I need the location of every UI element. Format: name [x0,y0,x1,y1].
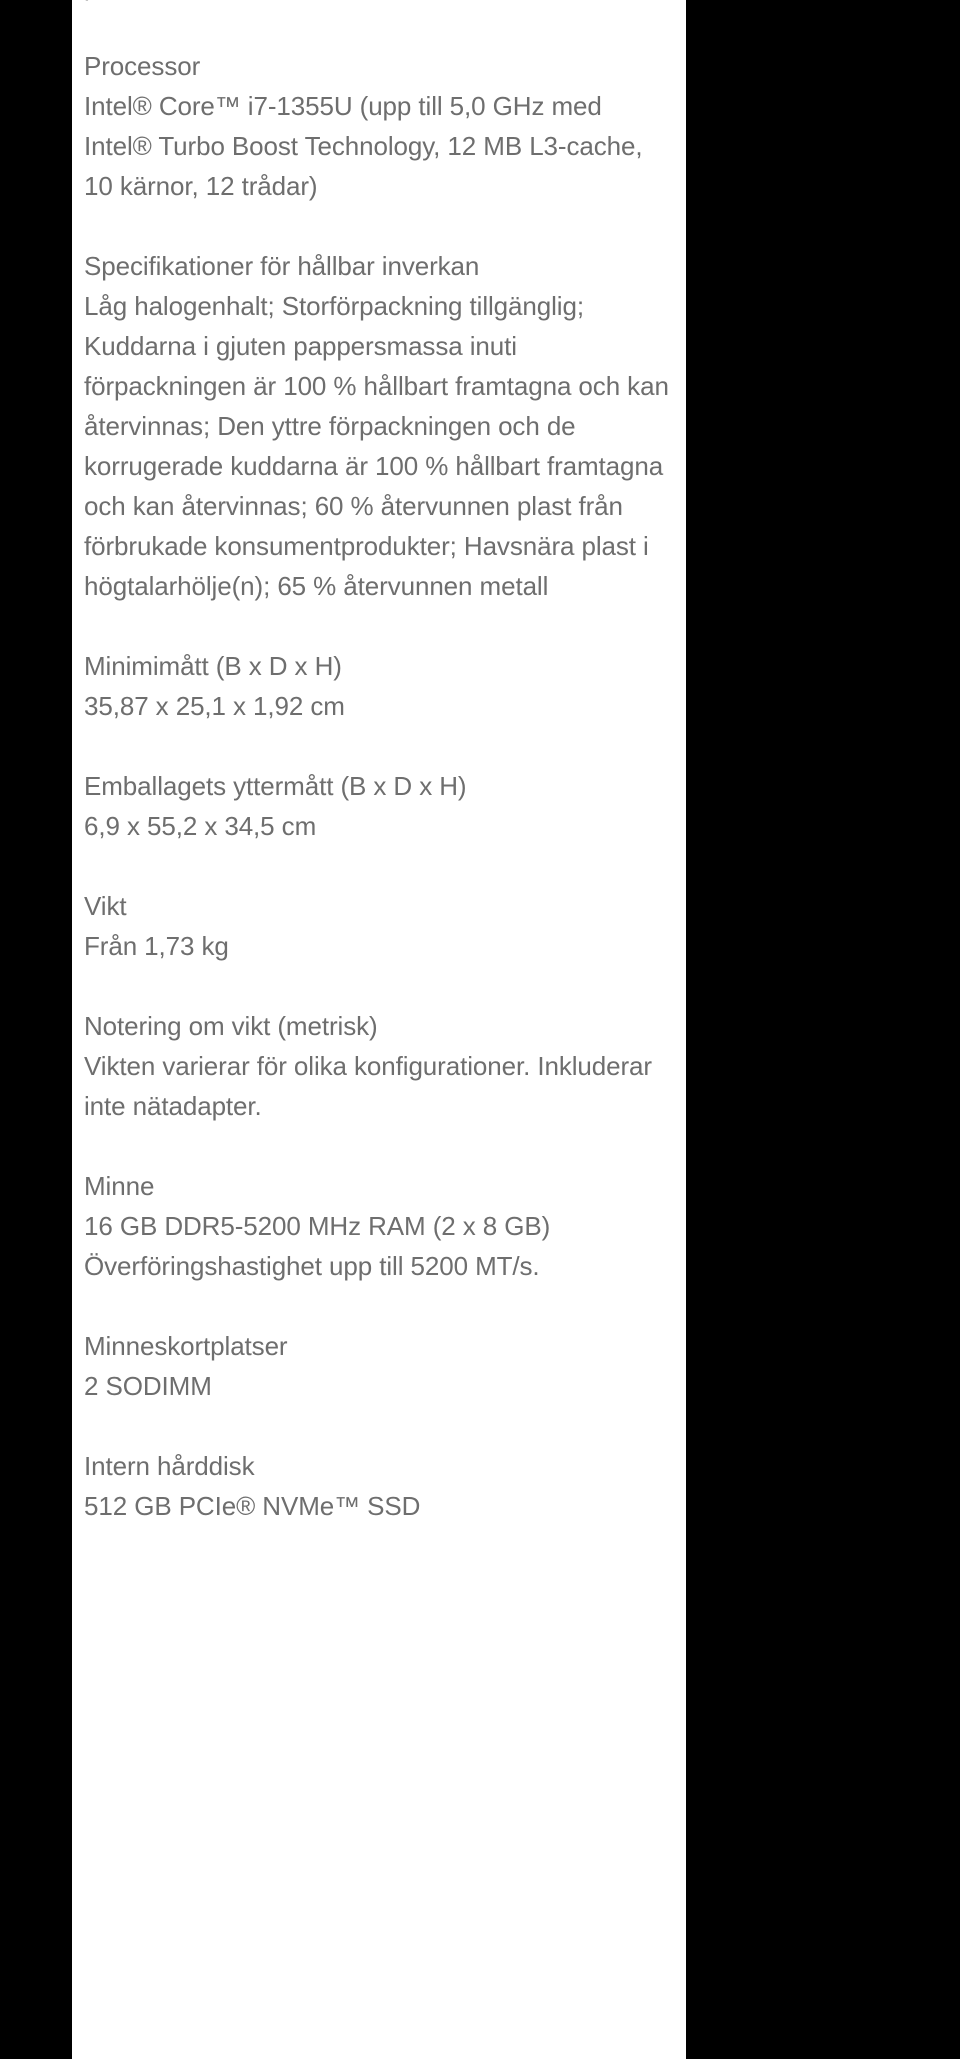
spec-value: 35,87 x 25,1 x 1,92 cm [84,691,345,721]
spec-value: 16 GB DDR5-5200 MHz RAM (2 x 8 GB) Överföringshastighet upp till 5200 MT/s. [84,1211,558,1281]
spec-value: Vikten varierar för olika konfigurationer. Inkluderar inte nätadapter. [84,1051,660,1121]
spec-label: Vikt [84,891,127,921]
spec-block-internal-drive [84,1446,674,1526]
spec-block-memory-slots [84,1326,674,1406]
spec-block-minimum-dimensions [84,646,674,726]
spec-value: 2 SODIMM [84,1371,212,1401]
spec-value: 6,9 x 55,2 x 34,5 cm [84,811,317,841]
spec-block-weight-note [84,1006,674,1126]
spec-label: Minneskortplatser [84,1331,288,1361]
mobile-viewport [72,0,686,2059]
spec-label: Processor [84,51,201,81]
spec-block-package-dimensions [84,766,674,846]
spec-block-processor [84,46,674,206]
product-specifications-list [72,0,686,1566]
spec-block-sustainability [84,246,674,606]
spec-label: Specifikationer för hållbar inverkan [84,251,480,281]
spec-value: Från 1,73 kg [84,931,229,961]
spec-label: Minne [84,1171,155,1201]
spec-label: Minimimått (B x D x H) [84,651,342,681]
clipped-previous-line [84,0,674,6]
spec-label: Emballagets yttermått (B x D x H) [84,771,467,801]
spec-label: Notering om vikt (metrisk) [84,1011,378,1041]
spec-value: 512 GB PCIe® NVMe™ SSD [84,1491,421,1521]
spec-label: Intern hårddisk [84,1451,255,1481]
spec-block-memory [84,1166,674,1286]
clipped-previous-line-text [84,0,674,6]
spec-block-weight [84,886,674,966]
spec-value: Låg halogenhalt; Storförpackning tillgänglig; Kuddarna i gjuten pappersmassa inuti förpackningen är 100 % hållbart framtagna och kan återvinnas; Den yttre förpackningen och de korrugerade kuddarna är 100 % hållbart framtagna och kan återvinnas; 60 % återvunnen plast från förbrukade konsumentprodukter; Havsnära plast i högtalarhölje(n); 65 % återvunnen metall [84,291,676,601]
spec-value: Intel® Core™ i7-1355U (upp till 5,0 GHz med Intel® Turbo Boost Technology, 12 MB L3-cache, 10 kärnor, 12 trådar) [84,91,650,201]
